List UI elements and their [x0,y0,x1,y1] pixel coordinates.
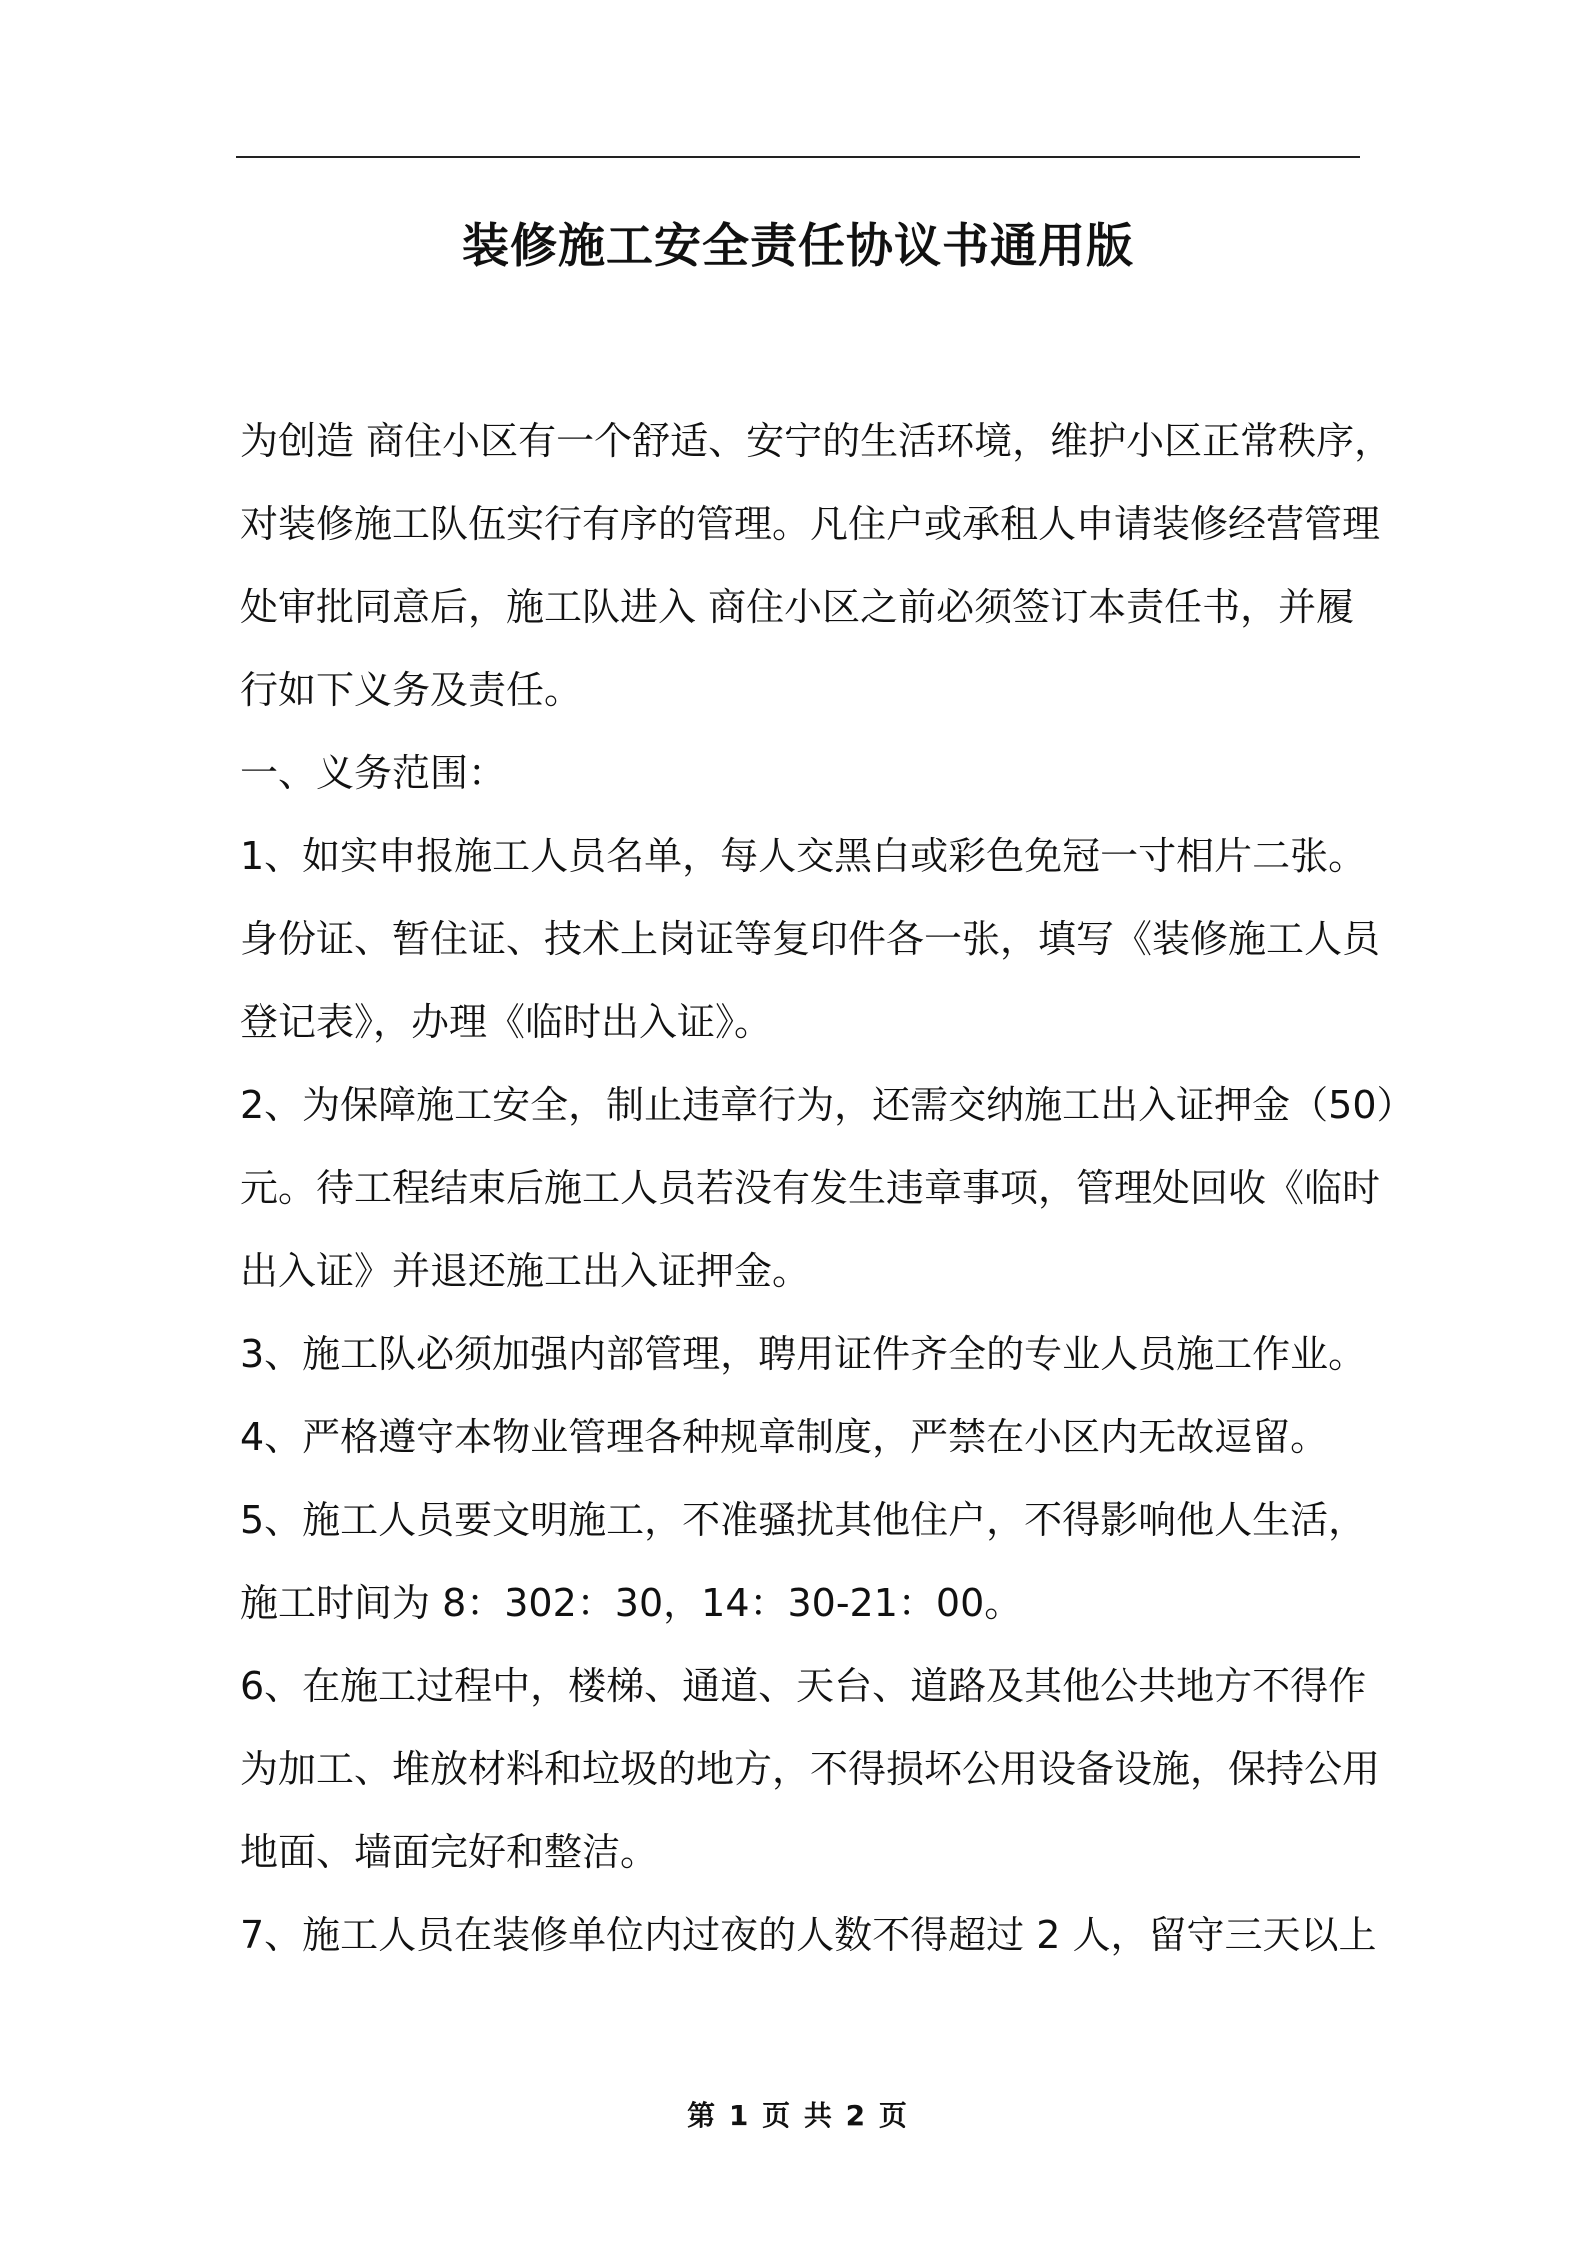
body-line: 7、施工人员在装修单位内过夜的人数不得超过 2 人，留守三天以上 [240,1913,1377,1957]
document-title: 装修施工安全责任协议书通用版 [462,219,1134,274]
body-line: 为加工、堆放材料和垃圾的地方，不得损坏公用设备设施，保持公用 [240,1747,1381,1791]
body-line: 6、在施工过程中，楼梯、通道、天台、道路及其他公共地方不得作 [240,1664,1367,1708]
header-rule [236,156,1360,158]
body-line: 身份证、暂住证、技术上岗证等复印件各一张，填写《装修施工人员 [240,917,1381,961]
body-line: 登记表》，办理《临时出入证》。 [240,1000,773,1044]
page-footer: 第 1 页 共 2 页 [687,2099,909,2132]
body-line: 处审批同意后，施工队进入 商住小区之前必须签订本责任书，并履 [240,585,1355,629]
body-line: 施工时间为 8：302：30，14：30-21：00。 [240,1581,1023,1625]
body-line: 为创造 商住小区有一个舒适、安宁的生活环境，维护小区正常秩序， [240,419,1393,463]
body-line: 2、为保障施工安全，制止违章行为，还需交纳施工出入证押金（50） [240,1083,1415,1127]
body-line: 元。待工程结束后施工人员若没有发生违章事项，管理处回收《临时 [240,1166,1381,1210]
body-line: 1、如实申报施工人员名单，每人交黑白或彩色免冠一寸相片二张。 [240,834,1367,878]
body-line: 3、施工队必须加强内部管理，聘用证件齐全的专业人员施工作业。 [240,1332,1367,1376]
body-line: 行如下义务及责任。 [240,668,583,712]
body-line: 5、施工人员要文明施工，不准骚扰其他住户，不得影响他人生活， [240,1498,1367,1542]
section-heading: 一、义务范围： [240,751,507,795]
body-line: 出入证》并退还施工出入证押金。 [240,1249,811,1293]
body-line: 对装修施工队伍实行有序的管理。凡住户或承租人申请装修经营管理 [240,502,1381,546]
body-line: 地面、墙面完好和整洁。 [240,1830,659,1874]
document-body [240,400,1415,1977]
body-line: 4、严格遵守本物业管理各种规章制度，严禁在小区内无故逗留。 [240,1415,1329,1459]
